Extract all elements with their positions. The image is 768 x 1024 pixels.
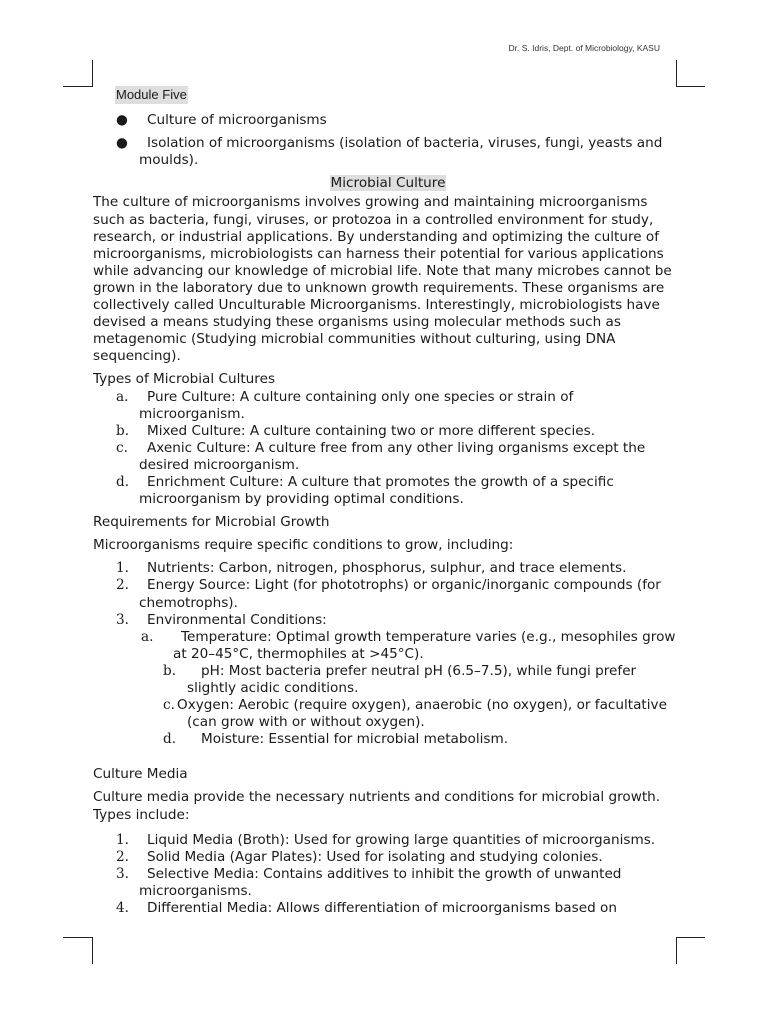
topic-text: Culture of microorganisms — [147, 112, 327, 129]
list-text: Differential Media: Allows differentiation of microorganisms based on — [147, 900, 617, 917]
list-marker: c. — [116, 439, 128, 456]
crop-mark-bottom-left-h — [63, 937, 92, 938]
list-text: Liquid Media (Broth): Used for growing large quantities of microorganisms. — [147, 831, 656, 848]
list-text: Pure Culture: A culture containing only one species or strain of microorganism. — [139, 388, 574, 422]
environment-item — [93, 663, 683, 697]
media-intro: Culture media provide the necessary nutrients and conditions for microbial growth. Types include: — [93, 789, 661, 823]
media-item — [93, 849, 683, 866]
topic-item — [93, 112, 683, 129]
section-title-text: Microbial Culture — [330, 175, 446, 192]
list-text: Temperature: Optimal growth temperature varies (e.g., mesophiles grow at 20–45°C, thermophiles at >45°C). — [173, 628, 676, 662]
module-title: Module Five — [116, 87, 187, 102]
topic-item — [93, 135, 683, 169]
requirement-item — [93, 560, 683, 577]
intro-paragraph: The culture of microorganisms involves growing and maintaining microorganisms such as bacteria, fungi, viruses, or protozoa in a controlled environment for study, research, or industrial applications. By understanding and optimizing the culture of microorganisms, microbiologists can harness their potential for various applications while advancing our knowledge of microbial life. Note that many microbes cannot be grown in the laboratory due to unknown growth requirements. These organisms are collectively called Unculturable Microorganisms. Interestingly, microbiologists have devised a means studying these organisms using molecular methods such as metagenomic (Studying microbial communities without culturing, using DNA sequencing). — [93, 194, 672, 365]
list-text: pH: Most bacteria prefer neutral pH (6.5–7.5), while fungi prefer slightly acidic conditions. — [187, 662, 637, 696]
list-text: Moisture: Essential for microbial metabolism. — [201, 731, 509, 748]
culture-type-item — [93, 389, 683, 423]
list-marker: a. — [141, 628, 154, 645]
culture-type-item — [93, 440, 683, 474]
list-marker: 2. — [116, 577, 129, 594]
bullet-marker: ● — [116, 135, 128, 152]
list-text: Enrichment Culture: A culture that promotes the growth of a specific microorganism by providing optimal conditions. — [139, 473, 614, 508]
list-marker: d. — [116, 473, 130, 490]
types-heading: Types of Microbial Cultures — [93, 371, 276, 388]
list-marker: 2. — [116, 848, 129, 865]
environment-item — [93, 697, 683, 731]
list-text: Oxygen: Aerobic (require oxygen), anaerobic (no oxygen), or facultative (can grow with or without oxygen). — [177, 697, 667, 731]
document-body — [93, 86, 683, 917]
list-marker: a. — [116, 388, 129, 405]
list-marker: 1. — [116, 831, 129, 848]
list-text: Mixed Culture: A culture containing two or more different species. — [147, 422, 596, 439]
media-item — [93, 832, 683, 849]
crop-mark-top-left-h — [63, 86, 92, 87]
culture-type-item — [93, 423, 683, 440]
list-marker: 1. — [116, 560, 129, 577]
list-text: Selective Media: Contains additives to inhibit the growth of unwanted microorganisms. — [139, 865, 622, 899]
requirements-heading: Requirements for Microbial Growth — [93, 514, 330, 531]
requirement-item — [93, 577, 683, 611]
list-marker: 3. — [116, 865, 129, 882]
list-marker: d. — [163, 731, 177, 748]
list-marker: c. — [163, 697, 175, 714]
list-text: Environmental Conditions: — [147, 611, 327, 628]
list-text: Solid Media (Agar Plates): Used for isolating and studying colonies. — [147, 848, 603, 865]
crop-mark-bottom-right-h — [677, 937, 705, 938]
crop-mark-top-right-v — [676, 60, 677, 87]
list-text: Axenic Culture: A culture free from any other living organisms except the desired microorganism. — [139, 439, 646, 473]
bullet-marker: ● — [116, 112, 128, 129]
list-text: Nutrients: Carbon, nitrogen, phosphorus, sulphur, and trace elements. — [147, 560, 627, 577]
media-heading: Culture Media — [93, 766, 188, 783]
requirement-item — [93, 612, 683, 629]
page-header-author: Dr. S. Idris, Dept. of Microbiology, KASU — [508, 43, 660, 53]
list-text: Energy Source: Light (for phototrophs) or organic/inorganic compounds (for chemotrophs). — [139, 577, 661, 611]
media-item — [93, 900, 683, 917]
list-marker: 4. — [116, 900, 129, 917]
section-title — [93, 175, 683, 192]
crop-mark-top-left-v — [92, 60, 93, 87]
media-item — [93, 866, 683, 900]
crop-mark-bottom-right-v — [676, 937, 677, 964]
environment-item — [93, 731, 683, 748]
crop-mark-bottom-left-v — [92, 937, 93, 964]
list-marker: 3. — [116, 611, 129, 628]
list-marker: b. — [116, 422, 130, 439]
culture-type-item — [93, 474, 683, 508]
requirements-intro: Microorganisms require specific conditions to grow, including: — [93, 537, 514, 554]
list-marker: b. — [163, 662, 177, 679]
environment-item — [93, 629, 683, 663]
topic-text: Isolation of microorganisms (isolation of bacteria, viruses, fungi, yeasts and moulds). — [139, 135, 663, 169]
